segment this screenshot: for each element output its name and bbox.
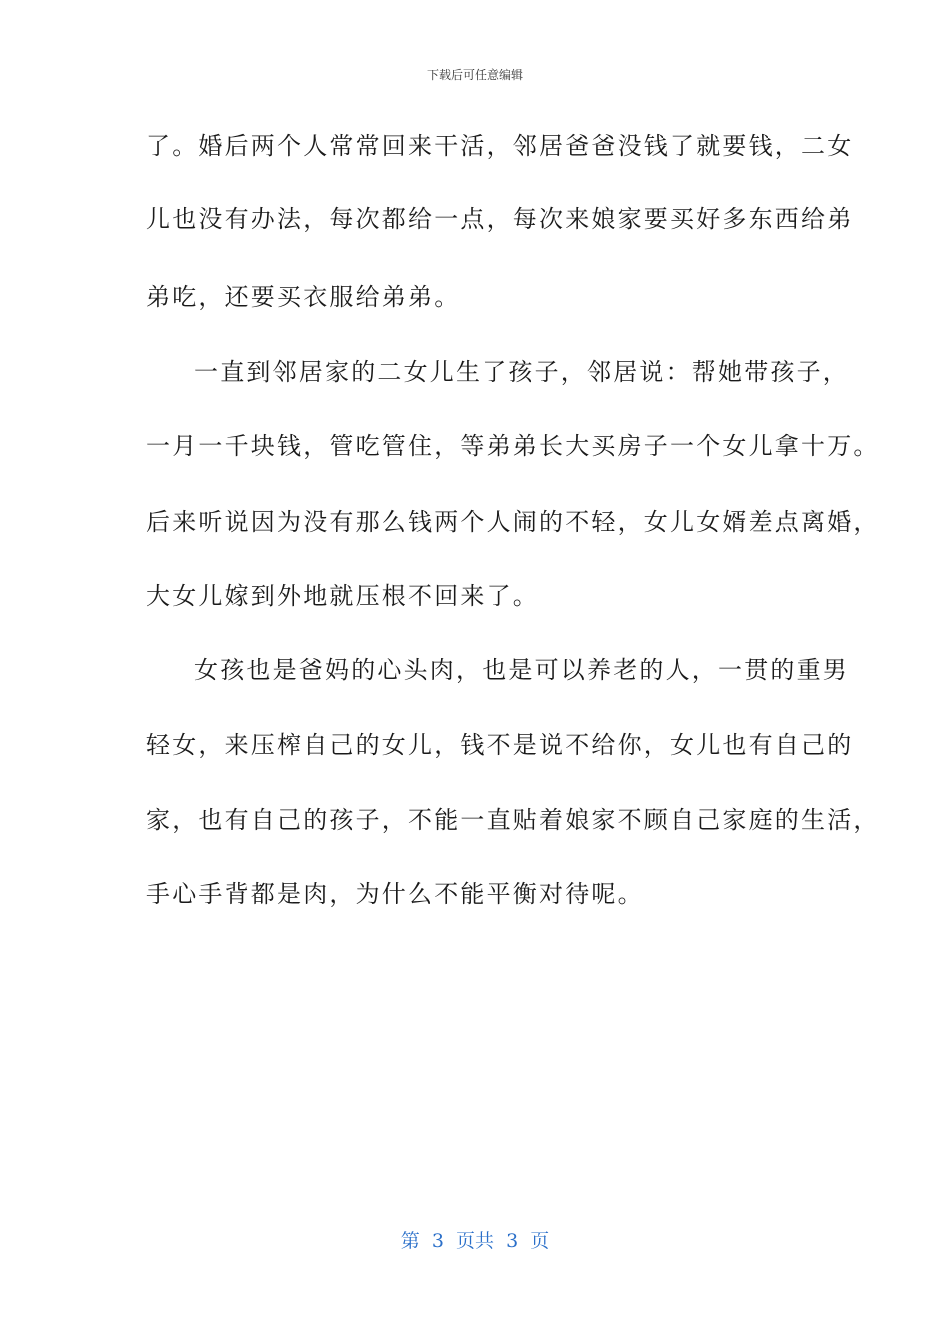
paragraph-2-line-3: 后来听说因为没有那么钱两个人闹的不轻，女儿女婿差点离婚，	[146, 508, 880, 536]
paragraph-1-line-3: 弟吃，还要买衣服给弟弟。	[146, 283, 461, 311]
paragraph-3-line-2: 轻女，来压榨自己的女儿，钱不是说不给你，女儿也有自己的	[146, 731, 854, 759]
paragraph-2-line-4: 大女儿嫁到外地就压根不回来了。	[146, 582, 539, 610]
paragraph-2-line-2: 一月一千块钱，管吃管住，等弟弟长大买房子一个女儿拿十万。	[146, 432, 880, 460]
paragraph-1-line-1: 了。婚后两个人常常回来干活，邻居爸爸没钱了就要钱，二女	[146, 132, 854, 160]
paragraph-3-line-1: 女孩也是爸妈的心头肉，也是可以养老的人，一贯的重男	[194, 656, 849, 684]
page-header: 下载后可任意编辑	[426, 68, 523, 82]
page-number-footer: 第 3 页共 3 页	[400, 1230, 550, 1252]
paragraph-1-line-2: 儿也没有办法，每次都给一点，每次来娘家要买好多东西给弟	[146, 205, 854, 233]
paragraph-3-line-4: 手心手背都是肉，为什么不能平衡对待呢。	[146, 880, 644, 908]
paragraph-2-line-1: 一直到邻居家的二女儿生了孩子，邻居说：帮她带孩子，	[194, 358, 849, 386]
paragraph-3-line-3: 家，也有自己的孩子，不能一直贴着娘家不顾自己家庭的生活，	[146, 806, 880, 834]
